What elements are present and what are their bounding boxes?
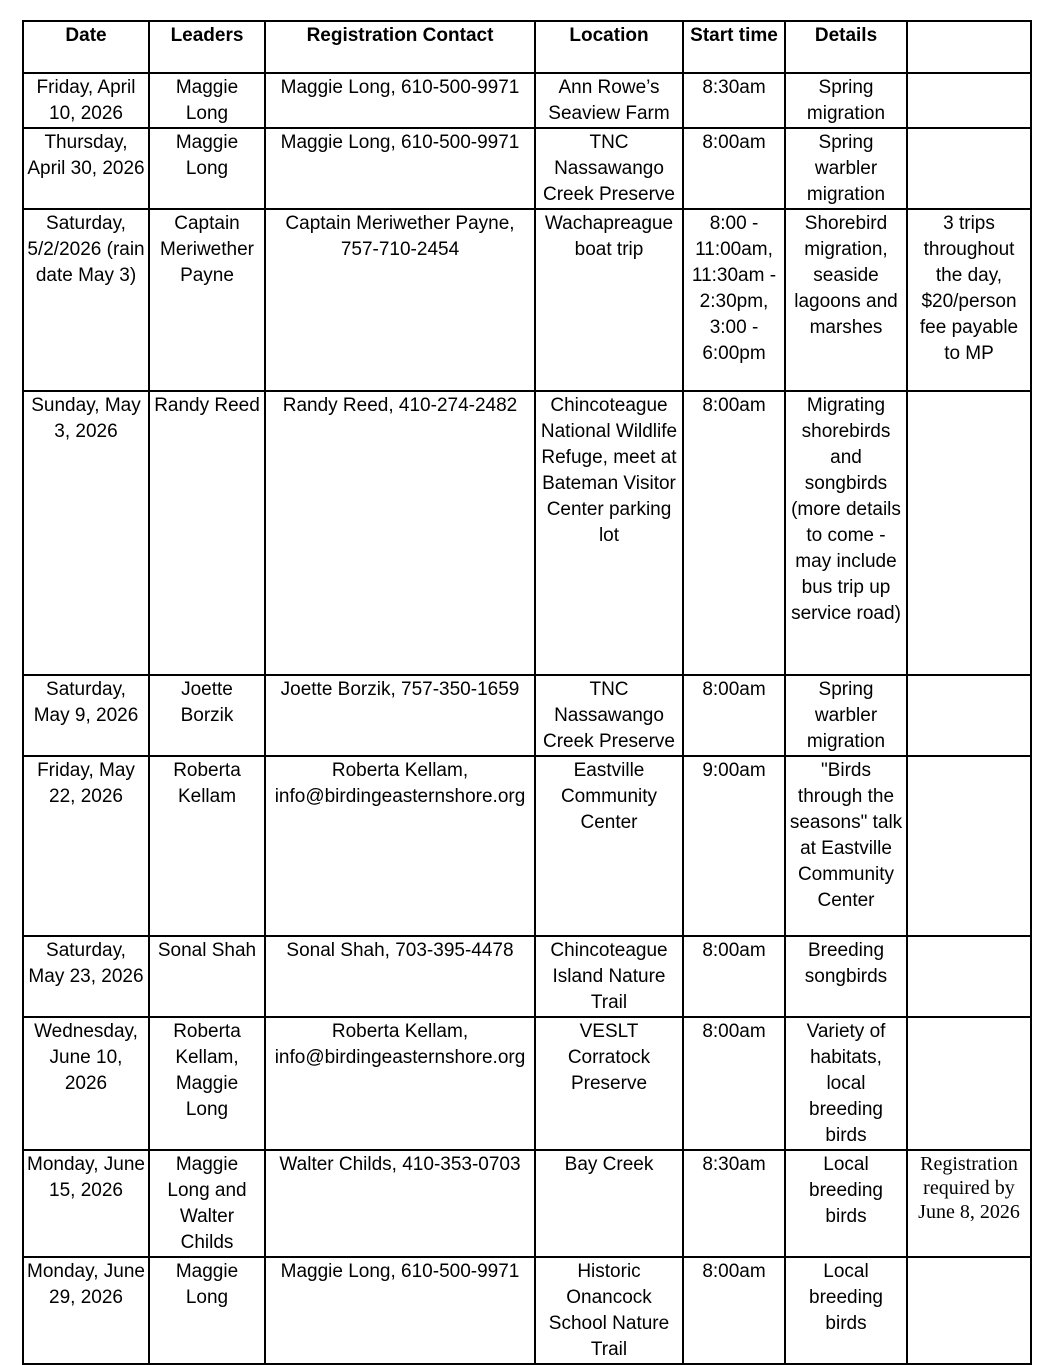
cell-leaders-text: Randy Reed: [154, 395, 260, 416]
cell-location: [535, 675, 683, 756]
cell-notes: [907, 756, 1031, 936]
cell-location-text: Chincoteague Island Nature Trail: [550, 940, 668, 1013]
cell-date-text: Sunday, May 3, 2026: [31, 395, 141, 442]
cell-details-text: "Birds through the seasons" talk at Eastville Community Center: [789, 760, 903, 911]
cell-location-text: Historic Onancock School Nature Trail: [548, 1261, 670, 1360]
header-registration-contact: Registration Contact: [265, 21, 535, 73]
cell-leaders-text: Maggie Long: [175, 1261, 239, 1308]
cell-start-time-text: 8:00am: [702, 1021, 766, 1042]
cell-date: [23, 128, 149, 209]
cell-start-time-text: 8:00am: [702, 940, 766, 961]
cell-registration-contact: [265, 756, 535, 936]
cell-details: [785, 128, 907, 209]
cell-notes: [907, 1017, 1031, 1150]
cell-leaders-text: Roberta Kellam, Maggie Long: [173, 1021, 241, 1120]
header-leaders: Leaders: [149, 21, 265, 73]
cell-location-text: Eastville Community Center: [560, 760, 658, 833]
cell-date: [23, 1017, 149, 1150]
cell-details: [785, 73, 907, 128]
cell-start-time: [683, 391, 785, 675]
cell-registration-contact-text: Maggie Long, 610-500-9971: [280, 1261, 520, 1282]
cell-start-time-text: 8:00am: [702, 395, 766, 416]
cell-date: [23, 73, 149, 128]
cell-location: [535, 1017, 683, 1150]
cell-location: [535, 936, 683, 1017]
cell-date-text: Thursday, April 30, 2026: [27, 132, 145, 179]
header-notes: [907, 21, 1031, 73]
cell-location: [535, 756, 683, 936]
cell-date: [23, 936, 149, 1017]
cell-details-text: Spring warbler migration: [806, 679, 886, 752]
cell-registration-contact: [265, 936, 535, 1017]
cell-leaders: [149, 391, 265, 675]
cell-leaders-text: Roberta Kellam: [173, 760, 241, 807]
cell-registration-contact-text: Sonal Shah, 703-395-4478: [286, 940, 514, 961]
cell-location-text: TNC Nassawango Creek Preserve: [543, 132, 675, 205]
table-row: [23, 936, 1031, 1017]
events-table: [22, 20, 1032, 1365]
cell-start-time: [683, 1150, 785, 1257]
cell-registration-contact-text: Walter Childs, 410-353-0703: [279, 1154, 521, 1175]
cell-leaders: [149, 756, 265, 936]
table-row: [23, 756, 1031, 936]
cell-details: [785, 391, 907, 675]
cell-registration-contact: [265, 1017, 535, 1150]
cell-location: [535, 209, 683, 391]
cell-registration-contact-text: Roberta Kellam, info@birdingeasternshore.org: [274, 760, 526, 807]
cell-notes: [907, 1150, 1031, 1257]
cell-details: [785, 936, 907, 1017]
cell-registration-contact: [265, 391, 535, 675]
cell-notes: [907, 675, 1031, 756]
table-row: [23, 73, 1031, 128]
cell-details-text: Shorebird migration, seaside lagoons and marshes: [794, 213, 898, 338]
cell-details-text: Migrating shorebirds and songbirds (more details to come - may include bus trip up service road): [791, 395, 901, 624]
cell-leaders-text: Captain Meriwether Payne: [160, 213, 254, 286]
cell-registration-contact-text: Maggie Long, 610-500-9971: [280, 77, 520, 98]
cell-registration-contact-text: Roberta Kellam, info@birdingeasternshore.org: [274, 1021, 526, 1068]
cell-leaders: [149, 1150, 265, 1257]
cell-registration-contact-text: Joette Borzik, 757-350-1659: [280, 679, 520, 700]
cell-location: [535, 1257, 683, 1364]
cell-registration-contact: [265, 675, 535, 756]
cell-leaders: [149, 128, 265, 209]
cell-notes: [907, 936, 1031, 1017]
cell-start-time-text: 8:30am: [702, 1154, 766, 1175]
cell-start-time: [683, 209, 785, 391]
cell-date: [23, 209, 149, 391]
cell-date: [23, 675, 149, 756]
cell-date-text: Friday, April 10, 2026: [36, 77, 136, 124]
cell-date-text: Monday, June 29, 2026: [27, 1261, 145, 1308]
cell-details: [785, 756, 907, 936]
cell-date-text: Saturday, May 23, 2026: [28, 940, 144, 987]
header-start-time: Start time: [683, 21, 785, 73]
cell-leaders: [149, 1257, 265, 1364]
cell-start-time-text: 8:30am: [702, 77, 766, 98]
cell-date: [23, 1150, 149, 1257]
cell-leaders: [149, 936, 265, 1017]
cell-registration-contact: [265, 73, 535, 128]
cell-start-time-text: 8:00am: [702, 679, 766, 700]
cell-leaders: [149, 73, 265, 128]
cell-start-time: [683, 128, 785, 209]
cell-date-text: Friday, May 22, 2026: [37, 760, 135, 807]
header-date: Date: [23, 21, 149, 73]
cell-start-time: [683, 1017, 785, 1150]
cell-notes: [907, 128, 1031, 209]
table-row: [23, 1257, 1031, 1364]
cell-date: [23, 391, 149, 675]
cell-leaders-text: Maggie Long: [175, 132, 239, 179]
cell-details: [785, 1150, 907, 1257]
cell-leaders-text: Joette Borzik: [180, 679, 234, 726]
table-row: [23, 391, 1031, 675]
cell-location-text: VESLT Corratock Preserve: [567, 1021, 651, 1094]
cell-registration-contact-text: Maggie Long, 610-500-9971: [280, 132, 520, 153]
cell-date-text: Saturday, May 9, 2026: [33, 679, 139, 726]
cell-start-time-text: 8:00 - 11:00am, 11:30am - 2:30pm, 3:00 - 6:00pm: [691, 213, 777, 364]
cell-registration-contact: [265, 1257, 535, 1364]
cell-notes: [907, 209, 1031, 391]
cell-details-text: Spring warbler migration: [806, 132, 886, 205]
header-details: Details: [785, 21, 907, 73]
cell-location-text: Wachapreague boat trip: [544, 213, 674, 260]
cell-leaders: [149, 675, 265, 756]
cell-notes: [907, 391, 1031, 675]
cell-registration-contact: [265, 1150, 535, 1257]
table-row: [23, 1150, 1031, 1257]
cell-location-text: Ann Rowe’s Seaview Farm: [548, 77, 670, 124]
cell-registration-contact: [265, 128, 535, 209]
header-location: Location: [535, 21, 683, 73]
cell-leaders-text: Sonal Shah: [157, 940, 257, 961]
cell-details: [785, 209, 907, 391]
cell-date-text: Saturday, 5/2/2026 (rain date May 3): [27, 213, 145, 286]
table-row: [23, 675, 1031, 756]
cell-start-time: [683, 73, 785, 128]
cell-date-text: Monday, June 15, 2026: [27, 1154, 145, 1201]
cell-location-text: Bay Creek: [564, 1154, 654, 1175]
cell-notes: [907, 1257, 1031, 1364]
cell-notes-text: Registration required by June 8, 2026: [918, 1153, 1020, 1223]
table-row: [23, 209, 1031, 391]
cell-location-text: TNC Nassawango Creek Preserve: [543, 679, 675, 752]
cell-date: [23, 756, 149, 936]
header-row: [23, 21, 1031, 73]
cell-details-text: Local breeding birds: [809, 1261, 883, 1334]
cell-location-text: Chincoteague National Wildlife Refuge, meet at Bateman Visitor Center parking lot: [540, 395, 678, 546]
cell-leaders-text: Maggie Long and Walter Childs: [167, 1154, 247, 1253]
cell-start-time: [683, 936, 785, 1017]
cell-location: [535, 73, 683, 128]
cell-notes-text: 3 trips throughout the day, $20/person fee payable to MP: [919, 213, 1019, 364]
cell-date: [23, 1257, 149, 1364]
cell-date-text: Wednesday, June 10, 2026: [34, 1021, 138, 1094]
table-row: [23, 1017, 1031, 1150]
cell-details-text: Breeding songbirds: [804, 940, 888, 987]
cell-start-time-text: 8:00am: [702, 1261, 766, 1282]
cell-details: [785, 1257, 907, 1364]
cell-start-time-text: 8:00am: [702, 132, 766, 153]
cell-details-text: Variety of habitats, local breeding birds: [806, 1021, 886, 1146]
cell-start-time: [683, 675, 785, 756]
cell-start-time-text: 9:00am: [702, 760, 766, 781]
cell-registration-contact-text: Captain Meriwether Payne, 757-710-2454: [285, 213, 515, 260]
cell-registration-contact-text: Randy Reed, 410-274-2482: [282, 395, 518, 416]
cell-details-text: Local breeding birds: [809, 1154, 883, 1227]
cell-location: [535, 391, 683, 675]
cell-start-time: [683, 1257, 785, 1364]
cell-details-text: Spring migration: [806, 77, 886, 124]
cell-details: [785, 675, 907, 756]
cell-start-time: [683, 756, 785, 936]
cell-leaders: [149, 209, 265, 391]
cell-registration-contact: [265, 209, 535, 391]
cell-location: [535, 1150, 683, 1257]
cell-leaders: [149, 1017, 265, 1150]
cell-location: [535, 128, 683, 209]
cell-notes: [907, 73, 1031, 128]
table-row: [23, 128, 1031, 209]
cell-leaders-text: Maggie Long: [175, 77, 239, 124]
cell-details: [785, 1017, 907, 1150]
